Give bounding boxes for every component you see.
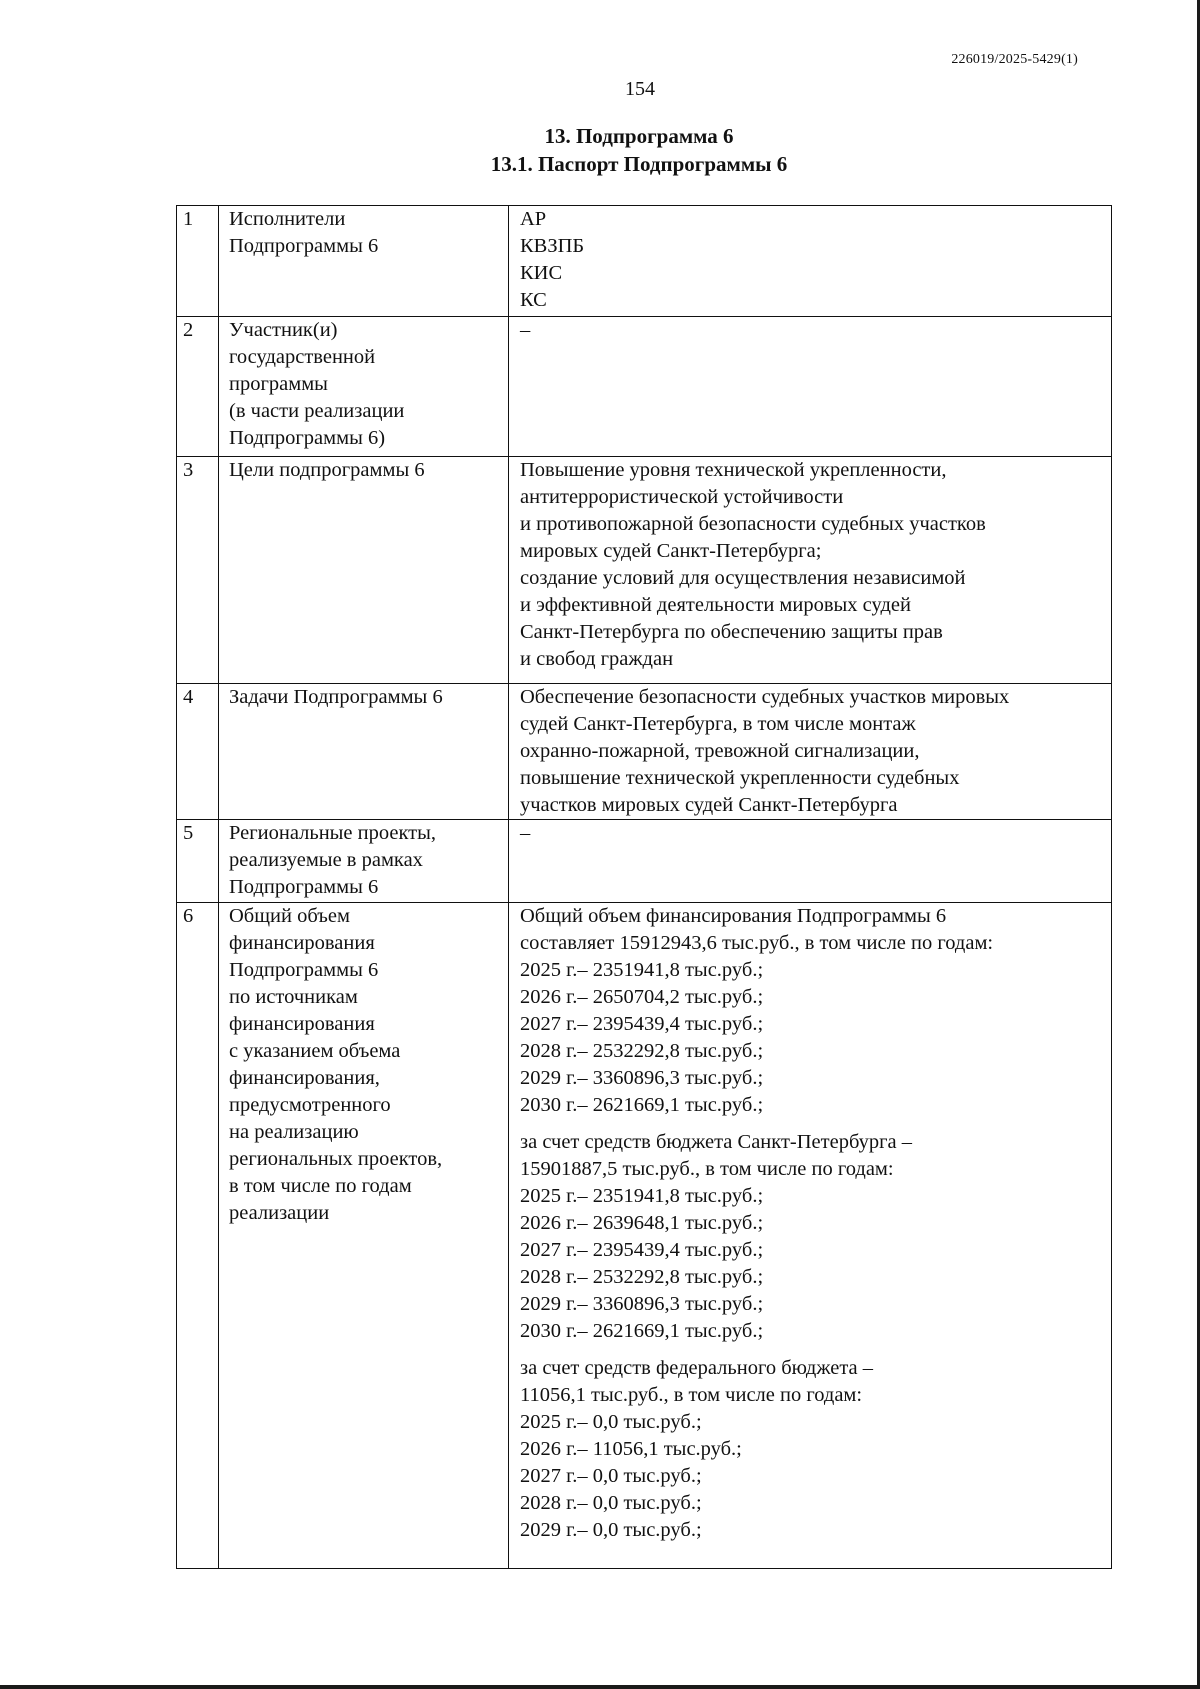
row-value-cell [509, 206, 1112, 317]
financing-line: 2027 г.– 2395439,4 тыс.руб.; [520, 1013, 764, 1035]
financing-line: 2025 г.– 2351941,8 тыс.руб.; [520, 959, 764, 981]
financing-federal-budget-block [520, 1355, 1106, 1544]
table-row [177, 684, 1112, 820]
row-label-line: Участник(и) [229, 319, 338, 341]
table-row [177, 903, 1112, 1569]
table-row [177, 820, 1112, 903]
row-value-line: мировых судей Санкт-Петербурга; [520, 540, 822, 562]
row-value-line: КС [520, 289, 547, 311]
row-value-line: участков мировых судей Санкт-Петербурга [520, 794, 898, 816]
row-label-line: Подпрограммы 6) [229, 427, 386, 449]
financing-line: 2028 г.– 2532292,8 тыс.руб.; [520, 1266, 764, 1288]
row-label-line: финансирования [229, 932, 375, 954]
row-number: 3 [177, 457, 219, 684]
financing-line: 2027 г.– 0,0 тыс.руб.; [520, 1465, 702, 1487]
subprogram-passport-table [176, 205, 1112, 1569]
page-number: 154 [625, 78, 655, 100]
row-label-line: реализации [229, 1202, 330, 1224]
table-row [177, 206, 1112, 317]
row-number: 5 [177, 820, 219, 903]
row-label-line: реализуемые в рамках [229, 849, 423, 871]
row-label-line: Подпрограммы 6 [229, 959, 379, 981]
row-label-line: финансирования [229, 1013, 375, 1035]
row-label-cell [219, 317, 509, 457]
financing-line: 2029 г.– 3360896,3 тыс.руб.; [520, 1293, 764, 1315]
row-value-line: Обеспечение безопасности судебных участков мировых [520, 686, 1010, 708]
row-value-line: АР [520, 208, 547, 230]
row-label-line: Исполнители [229, 208, 346, 230]
financing-line: 2026 г.– 2650704,2 тыс.руб.; [520, 986, 764, 1008]
financing-line: 2028 г.– 0,0 тыс.руб.; [520, 1492, 702, 1514]
row-value-cell [509, 457, 1112, 684]
row-number: 6 [177, 903, 219, 1569]
row-number: 2 [177, 317, 219, 457]
row-label-line: с указанием объема [229, 1040, 401, 1062]
row-label-line: предусмотренного [229, 1094, 391, 1116]
financing-spb-budget-block [520, 1129, 1106, 1345]
financing-line: 2026 г.– 11056,1 тыс.руб.; [520, 1438, 742, 1460]
section-title: 13. Подпрограмма 6 [544, 124, 734, 148]
financing-line: 15901887,5 тыс.руб., в том числе по годам: [520, 1158, 894, 1180]
row-label-line: Общий объем [229, 905, 350, 927]
row-label-line: в том числе по годам [229, 1175, 412, 1197]
row-number: 4 [177, 684, 219, 820]
block-spacer [520, 1119, 1106, 1129]
financing-total-block [520, 903, 1106, 1119]
row-label-cell [219, 457, 509, 684]
table-row [177, 317, 1112, 457]
row-value-line: КВЗПБ [520, 235, 585, 257]
row-value-line: и эффективной деятельности мировых судей [520, 594, 911, 616]
financing-line: Общий объем финансирования Подпрограммы 6 [520, 905, 947, 927]
row-label-line: программы [229, 373, 328, 395]
row-value-line: антитеррористической устойчивости [520, 486, 844, 508]
financing-value-cell [509, 903, 1112, 1569]
row-value-line: и свобод граждан [520, 648, 674, 670]
row-label-line: Подпрограммы 6 [229, 235, 379, 257]
financing-line: 2030 г.– 2621669,1 тыс.руб.; [520, 1320, 764, 1342]
financing-line: за счет средств бюджета Санкт-Петербурга – [520, 1131, 912, 1153]
row-value-line: судей Санкт-Петербурга, в том числе монтаж [520, 713, 916, 735]
financing-line: 2028 г.– 2532292,8 тыс.руб.; [520, 1040, 764, 1062]
row-label-line: по источникам [229, 986, 358, 1008]
financing-line: 2029 г.– 3360896,3 тыс.руб.; [520, 1067, 764, 1089]
row-label-line: (в части реализации [229, 400, 405, 422]
financing-line: 2025 г.– 2351941,8 тыс.руб.; [520, 1185, 764, 1207]
row-value-line: повышение технической укрепленности судебных [520, 767, 960, 789]
row-label-line: финансирования, [229, 1067, 380, 1089]
row-label-line: Региональные проекты, [229, 822, 437, 844]
financing-line: 2029 г.– 0,0 тыс.руб.; [520, 1519, 702, 1541]
section-subtitle: 13.1. Паспорт Подпрограммы 6 [490, 152, 788, 176]
scan-edge-bottom [0, 1685, 1200, 1689]
row-value-line: создание условий для осуществления независимой [520, 567, 966, 589]
row-label-line: Подпрограммы 6 [229, 876, 379, 898]
row-label-line: Цели подпрограммы 6 [229, 459, 425, 481]
row-label-cell [219, 903, 509, 1569]
row-value-line: охранно-пожарной, тревожной сигнализации, [520, 740, 920, 762]
row-value-line: – [520, 319, 531, 341]
table-row [177, 457, 1112, 684]
row-number: 1 [177, 206, 219, 317]
row-value-line: Санкт-Петербурга по обеспечению защиты прав [520, 621, 943, 643]
row-value-line: и противопожарной безопасности судебных участков [520, 513, 986, 535]
row-label-cell [219, 820, 509, 903]
row-label-line: Задачи Подпрограммы 6 [229, 686, 443, 708]
row-label-line: государственной [229, 346, 376, 368]
row-label-cell [219, 684, 509, 820]
row-label-line: региональных проектов, [229, 1148, 443, 1170]
row-value-line: Повышение уровня технической укрепленности, [520, 459, 947, 481]
financing-line: 2027 г.– 2395439,4 тыс.руб.; [520, 1239, 764, 1261]
block-spacer [520, 1345, 1106, 1355]
row-label-line: на реализацию [229, 1121, 359, 1143]
row-value-cell [509, 684, 1112, 820]
financing-line: 2026 г.– 2639648,1 тыс.руб.; [520, 1212, 764, 1234]
financing-line: составляет 15912943,6 тыс.руб., в том числе по годам: [520, 932, 994, 954]
financing-line: за счет средств федерального бюджета – [520, 1357, 874, 1379]
document-registration-number: 226019/2025-5429(1) [951, 52, 1078, 67]
financing-line: 2030 г.– 2621669,1 тыс.руб.; [520, 1094, 764, 1116]
row-label-cell [219, 206, 509, 317]
financing-line: 2025 г.– 0,0 тыс.руб.; [520, 1411, 702, 1433]
row-value-line: КИС [520, 262, 563, 284]
row-value-line: – [520, 822, 531, 844]
row-value-cell [509, 820, 1112, 903]
financing-line: 11056,1 тыс.руб., в том числе по годам: [520, 1384, 863, 1406]
row-value-cell [509, 317, 1112, 457]
